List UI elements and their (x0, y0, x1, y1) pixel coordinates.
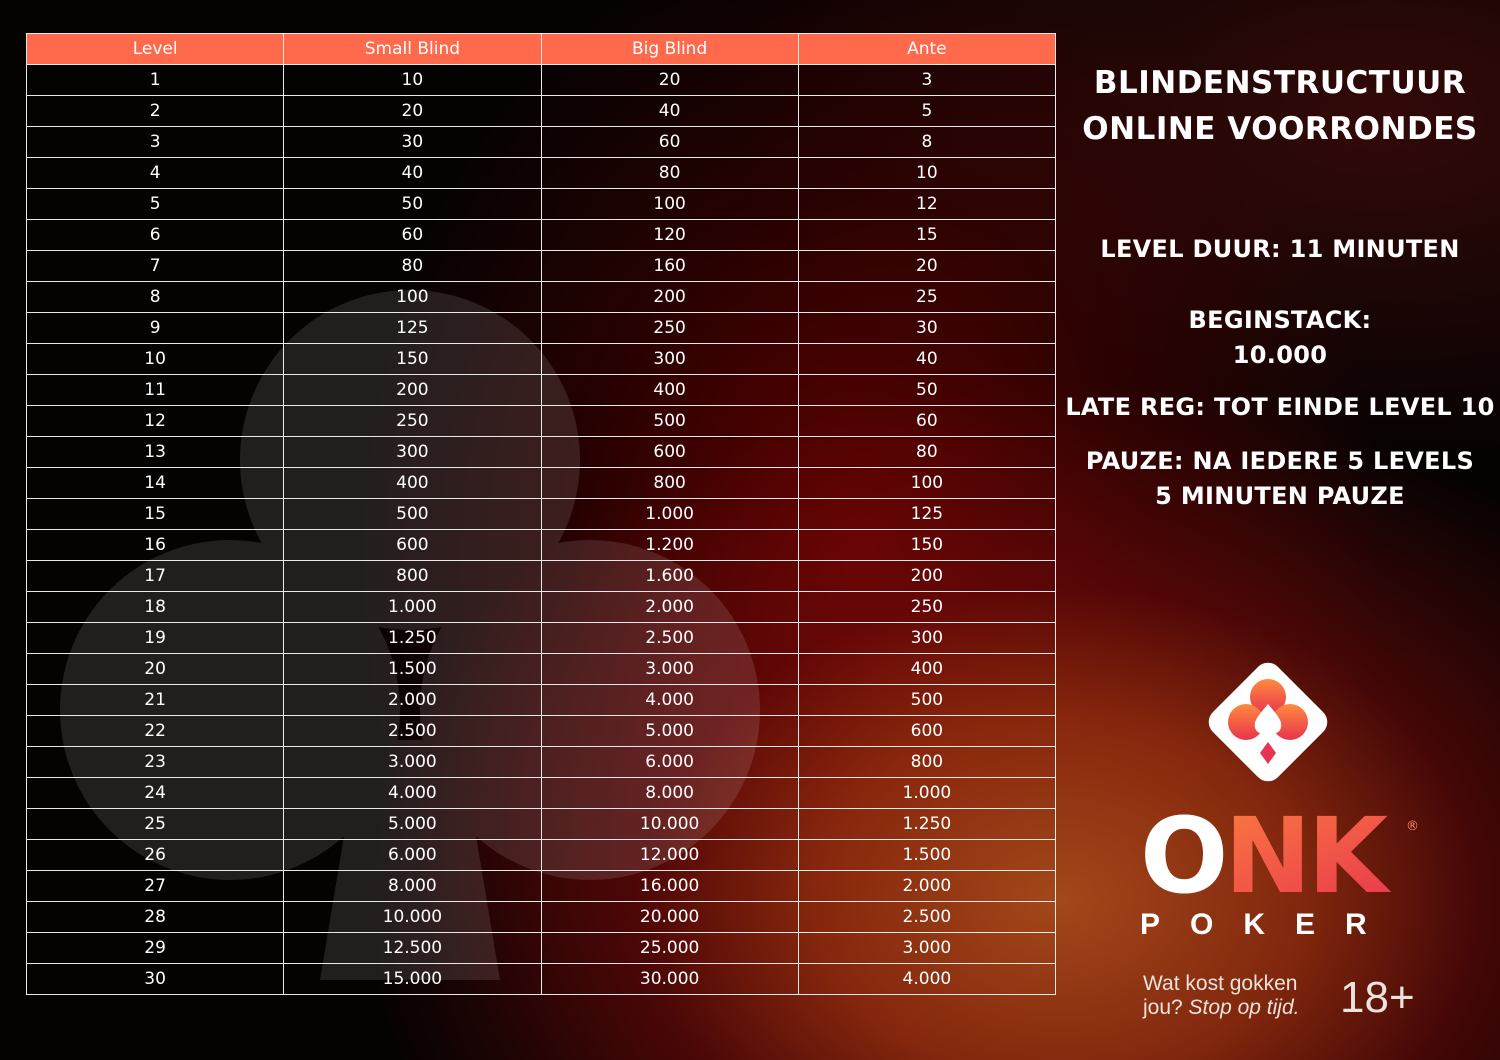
cell-level: 12 (27, 406, 284, 437)
table-row (27, 840, 1056, 871)
table-row (27, 189, 1056, 220)
cell-big-blind: 20 (541, 65, 798, 96)
cell-level: 30 (27, 964, 284, 995)
cell-small-blind: 150 (284, 344, 541, 375)
cell-small-blind: 250 (284, 406, 541, 437)
beginstack-value: 10.000 (1232, 341, 1328, 369)
cell-ante: 50 (798, 375, 1055, 406)
cell-level: 27 (27, 871, 284, 902)
cell-small-blind: 4.000 (284, 778, 541, 809)
cell-small-blind: 80 (284, 251, 541, 282)
cell-big-blind: 1.000 (541, 499, 798, 530)
header-ante: Ante (798, 34, 1055, 65)
table-row (27, 96, 1056, 127)
cell-big-blind: 1.600 (541, 561, 798, 592)
cell-level: 1 (27, 65, 284, 96)
cell-big-blind: 10.000 (541, 809, 798, 840)
onk-letters: ONK (1140, 800, 1385, 910)
table-row (27, 902, 1056, 933)
cell-big-blind: 30.000 (541, 964, 798, 995)
cell-ante: 200 (798, 561, 1055, 592)
cell-big-blind: 1.200 (541, 530, 798, 561)
cell-ante: 25 (798, 282, 1055, 313)
cell-level: 13 (27, 437, 284, 468)
cell-small-blind: 30 (284, 127, 541, 158)
table-row (27, 530, 1056, 561)
title-line-2: ONLINE VOORRONDES (1082, 111, 1478, 147)
cell-level: 22 (27, 716, 284, 747)
cell-level: 2 (27, 96, 284, 127)
cell-ante: 3 (798, 65, 1055, 96)
cell-level: 19 (27, 623, 284, 654)
cell-big-blind: 200 (541, 282, 798, 313)
title-line-1: BLINDENSTRUCTUUR (1093, 65, 1467, 101)
cell-small-blind: 1.250 (284, 623, 541, 654)
cell-small-blind: 6.000 (284, 840, 541, 871)
cell-small-blind: 600 (284, 530, 541, 561)
table-row (27, 964, 1056, 995)
cell-small-blind: 200 (284, 375, 541, 406)
table-row (27, 654, 1056, 685)
cell-small-blind: 12.500 (284, 933, 541, 964)
cell-ante: 15 (798, 220, 1055, 251)
cell-ante: 40 (798, 344, 1055, 375)
cell-ante: 4.000 (798, 964, 1055, 995)
cell-level: 29 (27, 933, 284, 964)
cell-big-blind: 800 (541, 468, 798, 499)
cell-ante: 150 (798, 530, 1055, 561)
cell-small-blind: 8.000 (284, 871, 541, 902)
cell-level: 3 (27, 127, 284, 158)
cell-ante: 500 (798, 685, 1055, 716)
header-big-blind: Big Blind (541, 34, 798, 65)
cell-big-blind: 2.500 (541, 623, 798, 654)
cell-level: 21 (27, 685, 284, 716)
cell-ante: 600 (798, 716, 1055, 747)
table-row (27, 406, 1056, 437)
table-row (27, 933, 1056, 964)
cell-small-blind: 1.000 (284, 592, 541, 623)
cell-big-blind: 6.000 (541, 747, 798, 778)
cell-small-blind: 2.500 (284, 716, 541, 747)
table-row (27, 468, 1056, 499)
cell-ante: 10 (798, 158, 1055, 189)
cell-small-blind: 15.000 (284, 964, 541, 995)
table-row (27, 716, 1056, 747)
table-row (27, 282, 1056, 313)
cell-ante: 3.000 (798, 933, 1055, 964)
cell-small-blind: 3.000 (284, 747, 541, 778)
table-row (27, 220, 1056, 251)
cell-small-blind: 10.000 (284, 902, 541, 933)
cell-ante: 250 (798, 592, 1055, 623)
cell-ante: 125 (798, 499, 1055, 530)
age-limit-badge: 18+ (1340, 973, 1415, 1022)
cell-level: 24 (27, 778, 284, 809)
cell-ante: 8 (798, 127, 1055, 158)
cell-ante: 300 (798, 623, 1055, 654)
cell-big-blind: 3.000 (541, 654, 798, 685)
cell-small-blind: 100 (284, 282, 541, 313)
cell-level: 17 (27, 561, 284, 592)
table-row (27, 778, 1056, 809)
cell-level: 5 (27, 189, 284, 220)
cell-ante: 400 (798, 654, 1055, 685)
cell-small-blind: 20 (284, 96, 541, 127)
table-row (27, 158, 1056, 189)
cell-big-blind: 500 (541, 406, 798, 437)
poker-subtitle: POKER (1140, 908, 1397, 941)
cell-ante: 20 (798, 251, 1055, 282)
table-row (27, 499, 1056, 530)
table-row (27, 747, 1056, 778)
cell-level: 7 (27, 251, 284, 282)
pause-line-1: PAUZE: NA IEDERE 5 LEVELS (1085, 447, 1475, 475)
cell-small-blind: 500 (284, 499, 541, 530)
cell-big-blind: 600 (541, 437, 798, 468)
cell-small-blind: 400 (284, 468, 541, 499)
cell-level: 26 (27, 840, 284, 871)
table-row (27, 344, 1056, 375)
pause-info (1060, 444, 1500, 514)
beginstack-label: BEGINSTACK: (1188, 306, 1372, 334)
cell-ante: 80 (798, 437, 1055, 468)
cell-big-blind: 2.000 (541, 592, 798, 623)
late-registration: LATE REG: TOT EINDE LEVEL 10 (1065, 393, 1495, 421)
cell-big-blind: 400 (541, 375, 798, 406)
cell-ante: 2.000 (798, 871, 1055, 902)
cell-small-blind: 40 (284, 158, 541, 189)
cell-ante: 100 (798, 468, 1055, 499)
beginstack-info (1060, 303, 1500, 373)
cell-ante: 5 (798, 96, 1055, 127)
table-row (27, 685, 1056, 716)
table-row (27, 561, 1056, 592)
table-row (27, 809, 1056, 840)
cell-big-blind: 250 (541, 313, 798, 344)
cell-small-blind: 300 (284, 437, 541, 468)
cell-level: 23 (27, 747, 284, 778)
cell-ante: 1.250 (798, 809, 1055, 840)
cell-big-blind: 100 (541, 189, 798, 220)
cell-ante: 1.000 (798, 778, 1055, 809)
cell-level: 15 (27, 499, 284, 530)
cell-level: 25 (27, 809, 284, 840)
cell-ante: 1.500 (798, 840, 1055, 871)
cell-level: 4 (27, 158, 284, 189)
cell-small-blind: 800 (284, 561, 541, 592)
cell-level: 9 (27, 313, 284, 344)
cell-level: 14 (27, 468, 284, 499)
cell-ante: 30 (798, 313, 1055, 344)
cell-big-blind: 80 (541, 158, 798, 189)
cell-level: 11 (27, 375, 284, 406)
table-row (27, 65, 1056, 96)
cell-ante: 2.500 (798, 902, 1055, 933)
cell-big-blind: 120 (541, 220, 798, 251)
table-row (27, 127, 1056, 158)
table-row (27, 437, 1056, 468)
cell-level: 28 (27, 902, 284, 933)
level-duration: LEVEL DUUR: 11 MINUTEN (1100, 235, 1460, 263)
cell-ante: 12 (798, 189, 1055, 220)
cell-big-blind: 5.000 (541, 716, 798, 747)
warning-plain: jou? (1143, 996, 1183, 1019)
cell-big-blind: 16.000 (541, 871, 798, 902)
table-body (27, 65, 1056, 995)
cell-ante: 800 (798, 747, 1055, 778)
onk-diamond-logo-icon (1196, 650, 1340, 794)
cell-small-blind: 125 (284, 313, 541, 344)
cell-big-blind: 300 (541, 344, 798, 375)
cell-level: 6 (27, 220, 284, 251)
cell-small-blind: 50 (284, 189, 541, 220)
cell-small-blind: 1.500 (284, 654, 541, 685)
table-row (27, 623, 1056, 654)
cell-big-blind: 20.000 (541, 902, 798, 933)
table-row (27, 313, 1056, 344)
cell-big-blind: 40 (541, 96, 798, 127)
header-level: Level (27, 34, 284, 65)
cell-big-blind: 25.000 (541, 933, 798, 964)
cell-level: 16 (27, 530, 284, 561)
cell-level: 8 (27, 282, 284, 313)
cell-big-blind: 4.000 (541, 685, 798, 716)
pause-line-2: 5 MINUTEN PAUZE (1155, 482, 1405, 510)
cell-ante: 60 (798, 406, 1055, 437)
warning-italic: Stop op tijd. (1188, 996, 1300, 1019)
cell-level: 20 (27, 654, 284, 685)
cell-small-blind: 10 (284, 65, 541, 96)
blind-structure-table (26, 33, 1056, 995)
warning-line-1: Wat kost gokken (1143, 972, 1298, 995)
cell-level: 10 (27, 344, 284, 375)
cell-big-blind: 8.000 (541, 778, 798, 809)
table-row (27, 375, 1056, 406)
cell-small-blind: 2.000 (284, 685, 541, 716)
cell-small-blind: 60 (284, 220, 541, 251)
cell-big-blind: 160 (541, 251, 798, 282)
page-title (1060, 60, 1500, 152)
cell-big-blind: 12.000 (541, 840, 798, 871)
table-row (27, 592, 1056, 623)
warning-line-2 (1143, 996, 1299, 1020)
table-row (27, 251, 1056, 282)
table-header-row (27, 34, 1056, 65)
gambling-warning (1143, 972, 1299, 1020)
header-small-blind: Small Blind (284, 34, 541, 65)
cell-small-blind: 5.000 (284, 809, 541, 840)
onk-wordmark (1140, 800, 1420, 910)
registered-mark: ® (1406, 819, 1419, 834)
cell-level: 18 (27, 592, 284, 623)
cell-big-blind: 60 (541, 127, 798, 158)
table-row (27, 871, 1056, 902)
